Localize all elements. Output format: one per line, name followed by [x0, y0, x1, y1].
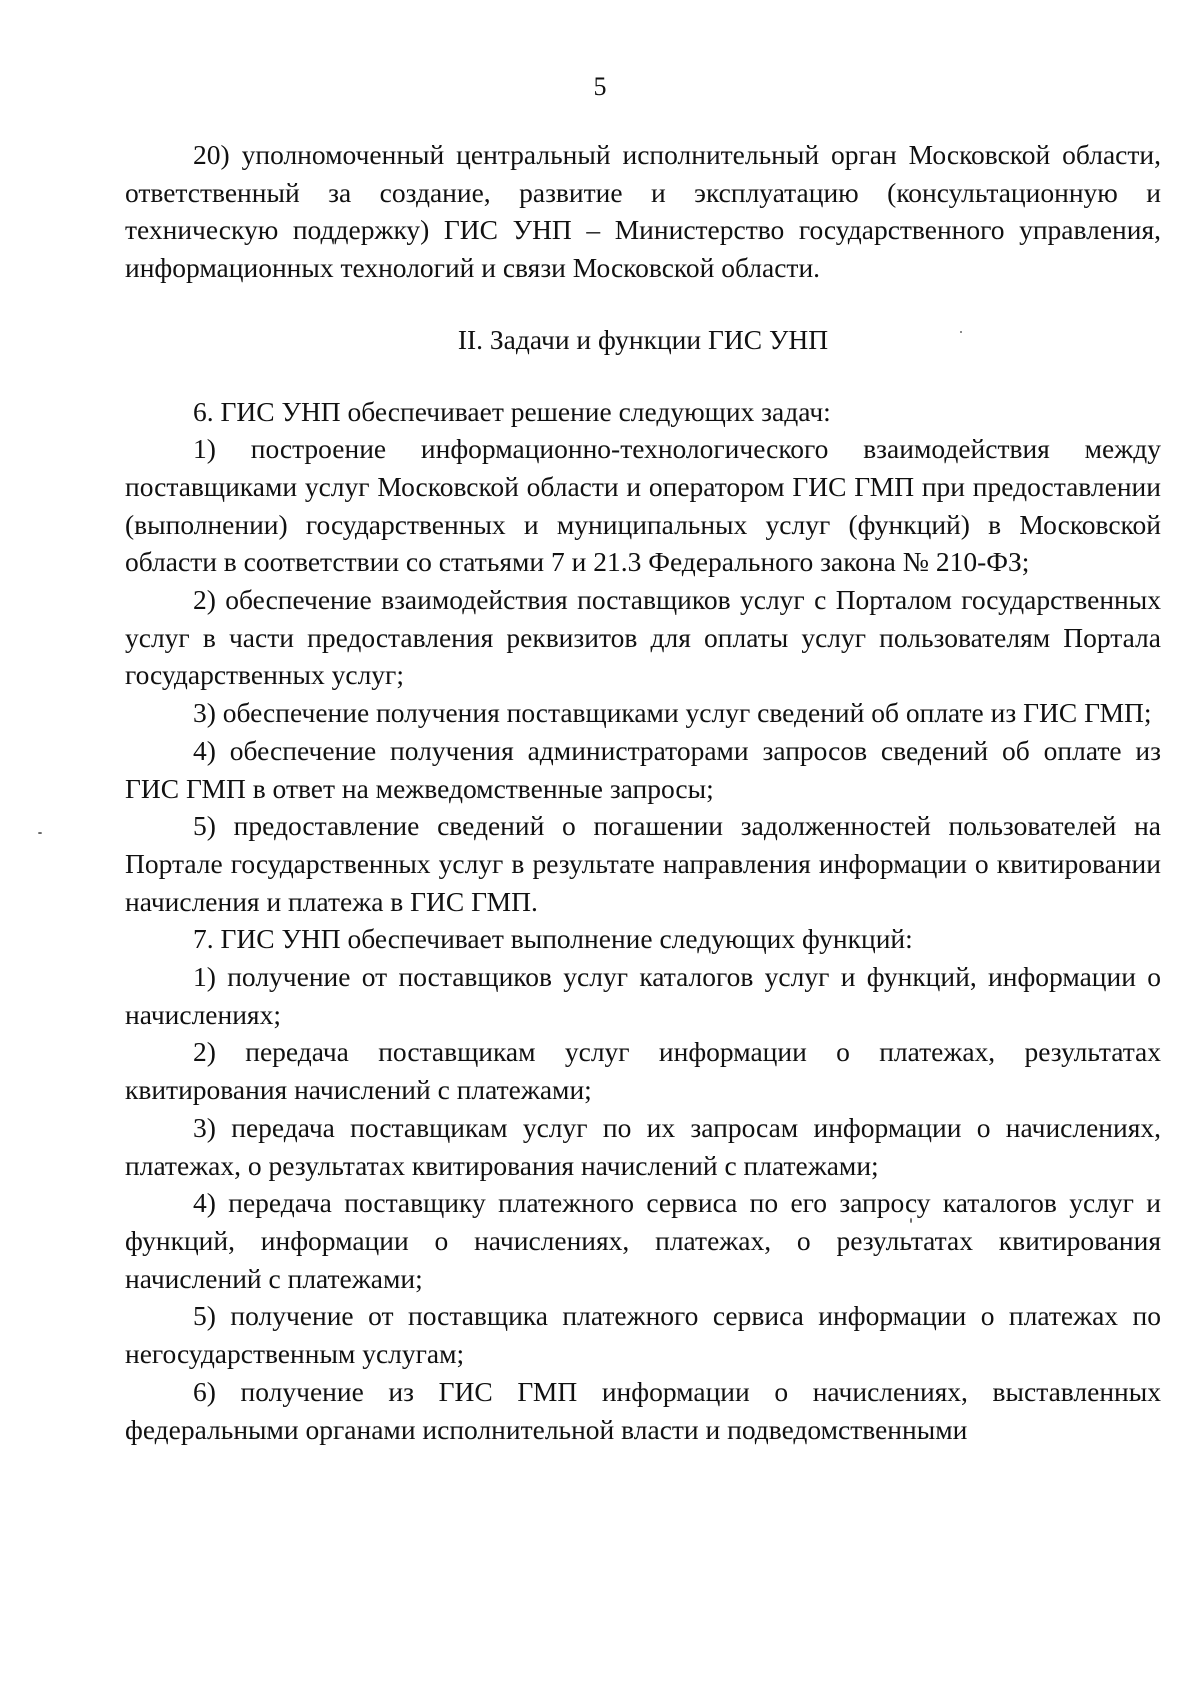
document-body [125, 136, 1161, 1448]
section-heading: II. Задачи и функции ГИС УНП [457, 323, 829, 355]
page-number: 5 [593, 72, 607, 101]
function-item-4: 4) передача поставщику платежного сервиса по его запросу каталогов услуг и функций, информации о начислениях, платежах, о результатах квитирования начислений с платежами; [125, 1187, 1161, 1294]
function-item-2: 2) передача поставщикам услуг информации о платежах, результатах квитирования начислений с платежами; [125, 1036, 1161, 1106]
function-item-5: 5) получение от поставщика платежного сервиса информации о платежах по негосударственным услугам; [125, 1300, 1161, 1370]
paragraph-6: 6. ГИС УНП обеспечивает решение следующих задач: [193, 395, 831, 427]
task-item-5: 5) предоставление сведений о погашении задолженностей пользователей на Портале государственных услуг в результате направления информации о квитировании начисления и платежа в ГИС ГМП. [125, 810, 1161, 917]
task-item-3: 3) обеспечение получения поставщиками услуг сведений об оплате из ГИС ГМП; [193, 697, 1152, 729]
paragraph-7: 7. ГИС УНП обеспечивает выполнение следующих функций: [193, 923, 913, 955]
function-item-1: 1) получение от поставщиков услуг каталогов услуг и функций, информации о начислениях; [125, 961, 1161, 1030]
scan-speck [38, 832, 42, 834]
function-item-3: 3) передача поставщикам услуг по их запросам информации о начислениях, платежах, о результатах квитирования начислений с платежами; [125, 1111, 1161, 1181]
task-item-2: 2) обеспечение взаимодействия поставщиков услуг с Порталом государственных услуг в части предоставления реквизитов для оплаты услуг пользователям Портала государственных услуг; [125, 584, 1161, 691]
function-item-6: 6) получение из ГИС ГМП информации о начислениях, выставленных федеральными органами исполнительной власти и подведомственными [125, 1375, 1161, 1445]
task-item-4: 4) обеспечение получения администраторами запросов сведений об оплате из ГИС ГМП в ответ на межведомственные запросы; [125, 734, 1161, 804]
intro-paragraph: 20) уполномоченный центральный исполнительный орган Московской области, ответственный за создание, развитие и эксплуатацию (консультационную и техническую поддержку) ГИС УНП – Министерство государственного управления, информационных технологий и связи Московской области. [125, 139, 1161, 284]
scan-speck [960, 331, 962, 333]
task-item-1: 1) построение информационно-технологического взаимодействия между поставщиками услуг Московской области и оператором ГИС ГМП при предоставлении (выполнении) государственных и муниципальных услуг (функций) в Московской области в соответствии со статьями 7 и 21.3 Федерального закона № 210-ФЗ; [125, 433, 1161, 578]
scan-speck [910, 1218, 912, 1223]
